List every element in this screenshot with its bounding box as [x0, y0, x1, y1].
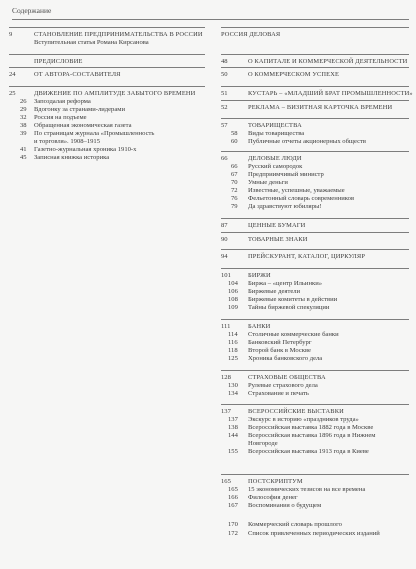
toc-section-title[interactable]: О КАПИТАЛЕ И КОММЕРЧЕСКОЙ ДЕЯТЕЛЬНОСТИ	[248, 58, 408, 65]
toc-page-number: 72	[231, 187, 238, 194]
toc-entry-title[interactable]: Вдогонку за странами-лидерами	[34, 106, 125, 113]
toc-page-number: 29	[20, 106, 27, 113]
toc-page-number: 60	[231, 138, 238, 145]
toc-entry-title[interactable]: Известные, успешные, уважаемые	[248, 187, 345, 194]
left-section-rule	[9, 54, 205, 55]
toc-entry-title[interactable]: Биржевые комитеты в действии	[248, 296, 338, 303]
toc-page-number: 87	[221, 222, 228, 229]
toc-page-number: 118	[228, 347, 238, 354]
toc-page-number: 66	[231, 163, 238, 170]
right-section-rule	[221, 151, 409, 152]
toc-page-number: 52	[221, 104, 228, 111]
toc-page-number: 9	[9, 31, 13, 38]
toc-section-title[interactable]: ПРЕЙСКУРАНТ, КАТАЛОГ, ЦИРКУЛЯР	[248, 253, 366, 260]
left-section-rule	[9, 86, 205, 87]
toc-entry-title[interactable]: Биржа – «центр Ильинки»	[248, 280, 323, 287]
toc-page-number: 106	[228, 288, 238, 295]
toc-entry-title[interactable]: Биржевые деятели	[248, 288, 301, 295]
toc-entry-title[interactable]: Рулевые страхового дела	[248, 382, 318, 389]
toc-page-number: 70	[231, 179, 238, 186]
right-section-rule	[221, 474, 409, 475]
page-header: Содержание	[12, 6, 52, 15]
toc-entry-title[interactable]: Фельетонный словарь современников	[248, 195, 355, 202]
toc-entry-title[interactable]: Публичные отчеты акционерных обществ	[248, 138, 367, 145]
toc-section-title[interactable]: ТОВАРНЫЕ ЗНАКИ	[248, 236, 308, 243]
right-section-rule	[221, 67, 409, 68]
toc-page-number: 39	[20, 130, 27, 137]
toc-section-title[interactable]: СТРАХОВЫЕ ОБЩЕСТВА	[248, 374, 326, 381]
toc-entry-title[interactable]: Хроника банковского дела	[248, 355, 323, 362]
toc-page-number: 26	[20, 98, 27, 105]
toc-page-number: 116	[228, 339, 238, 346]
right-section-rule	[221, 232, 409, 233]
toc-page-number: 130	[228, 382, 238, 389]
toc-entry-title[interactable]: Запоздалая реформа	[34, 98, 91, 105]
toc-section-title[interactable]: ТОВАРИЩЕСТВА	[248, 122, 302, 129]
toc-page-number: 58	[231, 130, 238, 137]
toc-entry-title[interactable]: Русский самородок	[248, 163, 303, 170]
toc-section-title[interactable]: БИРЖИ	[248, 272, 271, 279]
toc-page-number: 111	[221, 323, 231, 330]
toc-entry-title[interactable]: Виды товарищества	[248, 130, 305, 137]
toc-page-number: 165	[228, 486, 238, 493]
right-section-rule	[221, 370, 409, 371]
right-section-rule	[221, 27, 409, 28]
toc-page-number: 125	[228, 355, 238, 362]
toc-entry-title[interactable]: Да здравствуют юбиляры!	[248, 203, 322, 210]
toc-entry-title[interactable]: Банковский Петербург	[248, 339, 312, 346]
toc-section-title[interactable]: ПОСТСКРИПТУМ	[248, 478, 303, 485]
toc-section-title[interactable]: ВСЕРОССИЙСКИЕ ВЫСТАВКИ	[248, 408, 344, 415]
toc-entry-title[interactable]: Экскурс в историю «праздников труда»	[248, 416, 359, 423]
toc-section-title[interactable]: ДВИЖЕНИЕ ПО АМПЛИТУДЕ ЗАБЫТОГО ВРЕМЕНИ	[34, 90, 196, 97]
right-section-rule	[221, 218, 409, 219]
toc-section-title[interactable]: ДЕЛОВЫЕ ЛЮДИ	[248, 155, 302, 162]
toc-section-title[interactable]: КУСТАРЬ – «МЛАДШИЙ БРАТ ПРОМЫШЛЕННОСТИ»	[248, 90, 413, 97]
toc-section-title[interactable]: СТАНОВЛЕНИЕ ПРЕДПРИНИМАТЕЛЬСТВА В РОССИИ	[34, 31, 203, 38]
toc-page-number: 24	[9, 71, 16, 78]
toc-page-number: 67	[231, 171, 238, 178]
toc-page-number: 50	[221, 71, 228, 78]
toc-section-title[interactable]: ЦЕННЫЕ БУМАГИ	[248, 222, 306, 229]
right-section-rule	[221, 100, 409, 101]
toc-page-number: 170	[228, 521, 238, 528]
toc-entry-title[interactable]: Записная книжка историка	[34, 154, 110, 161]
toc-page-number: 41	[20, 146, 27, 153]
toc-page-number: 109	[228, 304, 238, 311]
toc-entry-title[interactable]: Всероссийская выставка 1896 года в Нижнем	[248, 432, 376, 439]
toc-page-number: 51	[221, 90, 228, 97]
left-section-rule	[9, 27, 205, 28]
toc-entry-title[interactable]: Воспоминания о будущем	[248, 502, 322, 509]
toc-entry-title[interactable]: Тайны биржевой спекуляции	[248, 304, 330, 311]
toc-page-number: 137	[228, 416, 238, 423]
toc-entry-title[interactable]: Список привлеченных периодических изданий	[248, 530, 380, 537]
toc-page-number: 128	[221, 374, 231, 381]
toc-entry-title[interactable]: Всероссийская выставка 1882 года в Москве	[248, 424, 374, 431]
toc-section-title[interactable]: ПРЕДИСЛОВИЕ	[34, 58, 83, 65]
toc-entry-title[interactable]: Россия на подъеме	[34, 114, 87, 121]
toc-page-number: 94	[221, 253, 228, 260]
toc-entry-title[interactable]: и торговля». 1908–1915	[34, 138, 101, 145]
toc-page-number: 48	[221, 58, 228, 65]
right-section-rule	[221, 86, 409, 87]
toc-page-number: 32	[20, 114, 27, 121]
toc-entry-title[interactable]: Столичные коммерческие банки	[248, 331, 339, 338]
right-section-rule	[221, 319, 409, 320]
toc-section-title[interactable]: РОССИЯ ДЕЛОВАЯ	[221, 31, 281, 38]
toc-entry-title[interactable]: Коммерческий словарь прошлого	[248, 521, 342, 528]
right-section-rule	[221, 268, 409, 269]
toc-entry-title[interactable]: 15 экономических тезисов на все времена	[248, 486, 366, 493]
right-section-rule	[221, 54, 409, 55]
toc-section-title[interactable]: ОТ АВТОРА-СОСТАВИТЕЛЯ	[34, 71, 121, 78]
toc-page-number: 79	[231, 203, 238, 210]
right-section-rule	[221, 249, 409, 250]
toc-page-number: 166	[228, 494, 238, 501]
toc-entry-title[interactable]: Страхование и печать	[248, 390, 309, 397]
toc-entry-title[interactable]: Предприимчивый министр	[248, 171, 324, 178]
toc-page-number: 165	[221, 478, 231, 485]
toc-page-number: 114	[228, 331, 238, 338]
toc-page-number: 90	[221, 236, 228, 243]
toc-entry-title[interactable]: Вступительная статья Романа Кирсанова	[34, 39, 149, 46]
right-section-rule	[221, 404, 409, 405]
toc-entry-title[interactable]: Обращенная экономическая газета	[34, 122, 132, 129]
toc-page-number: 138	[228, 424, 238, 431]
toc-entry-title[interactable]: По страницам журнала «Промышленность	[34, 130, 155, 137]
toc-page-number: 144	[228, 432, 238, 439]
toc-page-number: 137	[221, 408, 231, 415]
toc-page-number: 104	[228, 280, 238, 287]
toc-page-number: 167	[228, 502, 238, 509]
toc-page-number: 76	[231, 195, 238, 202]
right-section-rule	[221, 118, 409, 119]
toc-page-number: 66	[221, 155, 228, 162]
left-section-rule	[9, 67, 205, 68]
toc-entry-title[interactable]: Новгороде	[248, 440, 278, 447]
toc-entry-title[interactable]: Умные деньги	[248, 179, 288, 186]
header-rule	[12, 19, 409, 20]
toc-section-title[interactable]: БАНКИ	[248, 323, 271, 330]
toc-entry-title[interactable]: Газетно-журнальная хроника 1910-х	[34, 146, 137, 153]
toc-page-number: 172	[228, 530, 238, 537]
toc-page-number: 101	[221, 272, 231, 279]
toc-section-title[interactable]: РЕКЛАМА – ВИЗИТНАЯ КАРТОЧКА ВРЕМЕНИ	[248, 104, 393, 111]
toc-page-number: 108	[228, 296, 238, 303]
toc-page-number: 57	[221, 122, 228, 129]
toc-page-number: 45	[20, 154, 27, 161]
toc-entry-title[interactable]: Философия денег	[248, 494, 298, 501]
toc-page-number: 25	[9, 90, 16, 97]
toc-page-number: 155	[228, 448, 238, 455]
toc-page-number: 134	[228, 390, 238, 397]
toc-entry-title[interactable]: Второй банк в Москве	[248, 347, 311, 354]
toc-page-number: 38	[20, 122, 27, 129]
toc-entry-title[interactable]: Всероссийская выставка 1913 года в Киеве	[248, 448, 369, 455]
toc-section-title[interactable]: О КОММЕРЧЕСКОМ УСПЕХЕ	[248, 71, 340, 78]
